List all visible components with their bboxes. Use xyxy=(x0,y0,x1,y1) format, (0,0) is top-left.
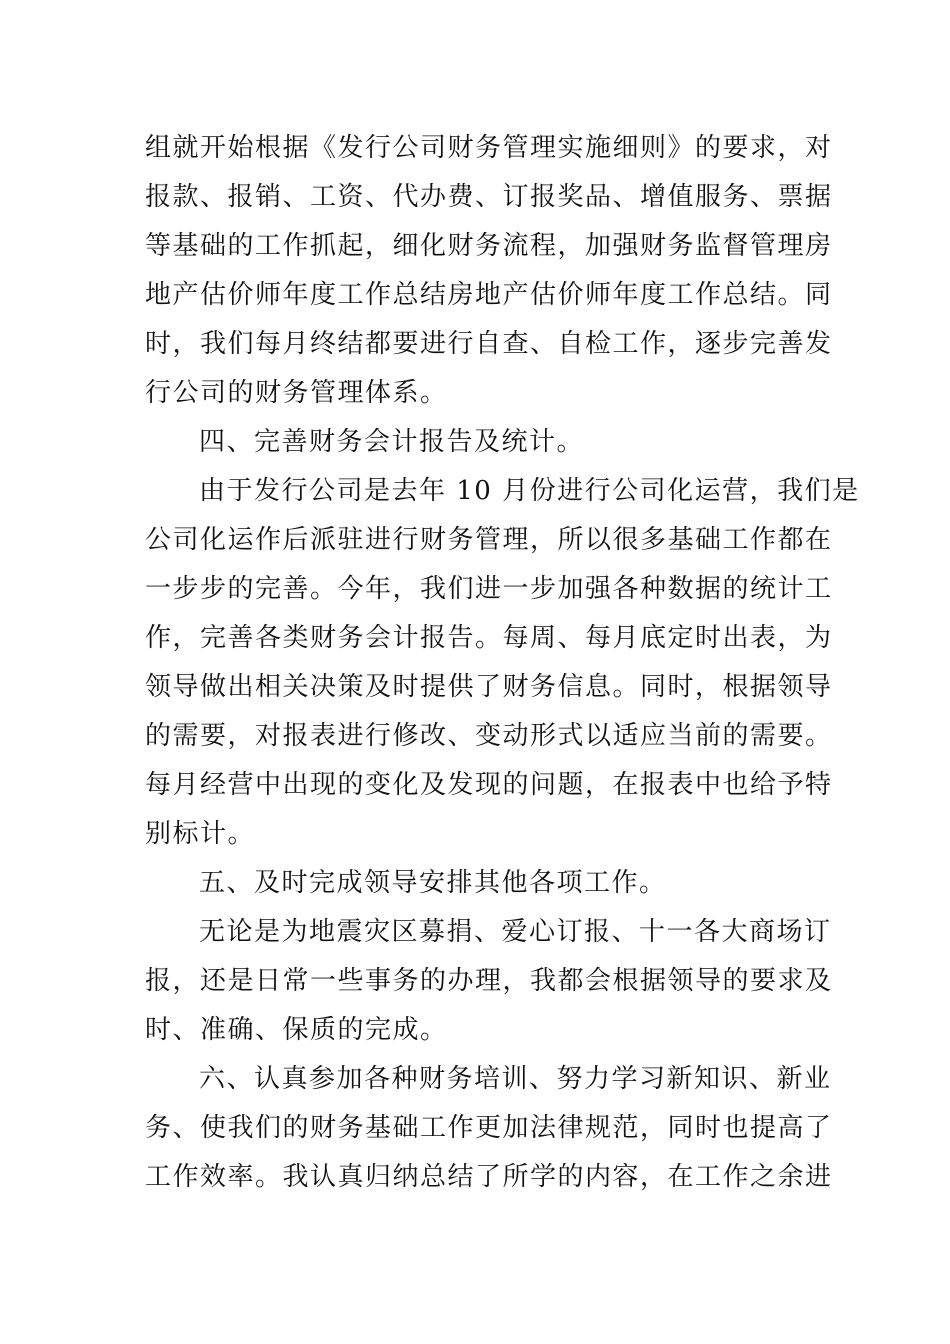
document-body xyxy=(145,124,860,1202)
text-line: 等基础的工作抓起，细化财务流程，加强财务监督管理房 xyxy=(145,231,833,261)
section-heading-four: 四、完善财务会计报告及统计。 xyxy=(199,427,585,457)
text-line: 时、准确、保质的完成。 xyxy=(145,1015,448,1045)
paragraph-start: 无论是为地震灾区募捐、爱心订报、十一各大商场订 xyxy=(199,917,832,947)
text-line: 务、使我们的财务基础工作更加法律规范，同时也提高了 xyxy=(145,1113,833,1143)
text-line: 的需要，对报表进行修改、变动形式以适应当前的需要。 xyxy=(145,721,833,751)
text-line: 作，完善各类财务会计报告。每周、每月底定时出表，为 xyxy=(145,623,833,653)
text-line: 组就开始根据《发行公司财务管理实施细则》的要求，对 xyxy=(145,133,833,163)
text-line: 领导做出相关决策及时提供了财务信息。同时，根据领导 xyxy=(145,672,833,702)
text-line: 行公司的财务管理体系。 xyxy=(145,378,448,408)
text-line: 地产估价师年度工作总结房地产估价师年度工作总结。同 xyxy=(145,280,833,310)
text-line: 公司化运作后派驻进行财务管理，所以很多基础工作都在 xyxy=(145,525,833,555)
text-line: 工作效率。我认真归纳总结了所学的内容，在工作之余进 xyxy=(145,1162,833,1192)
text-line: 别标计。 xyxy=(145,819,256,849)
text-line: 每月经营中出现的变化及发现的问题，在报表中也给予特 xyxy=(145,770,833,800)
text-line: 时，我们每月终结都要进行自查、自检工作，逐步完善发 xyxy=(145,329,833,359)
text-line: 报，还是日常一些事务的办理，我都会根据领导的要求及 xyxy=(145,966,833,996)
text-line: 一步步的完善。今年，我们进一步加强各种数据的统计工 xyxy=(145,574,833,604)
paragraph-start: 由于发行公司是去年 10 月份进行公司化运营，我们是 xyxy=(199,476,860,506)
text-line: 报款、报销、工资、代办费、订报奖品、增值服务、票据 xyxy=(145,182,833,212)
section-heading-five: 五、及时完成领导安排其他各项工作。 xyxy=(199,868,667,898)
section-heading-six: 六、认真参加各种财务培训、努力学习新知识、新业 xyxy=(199,1064,832,1094)
